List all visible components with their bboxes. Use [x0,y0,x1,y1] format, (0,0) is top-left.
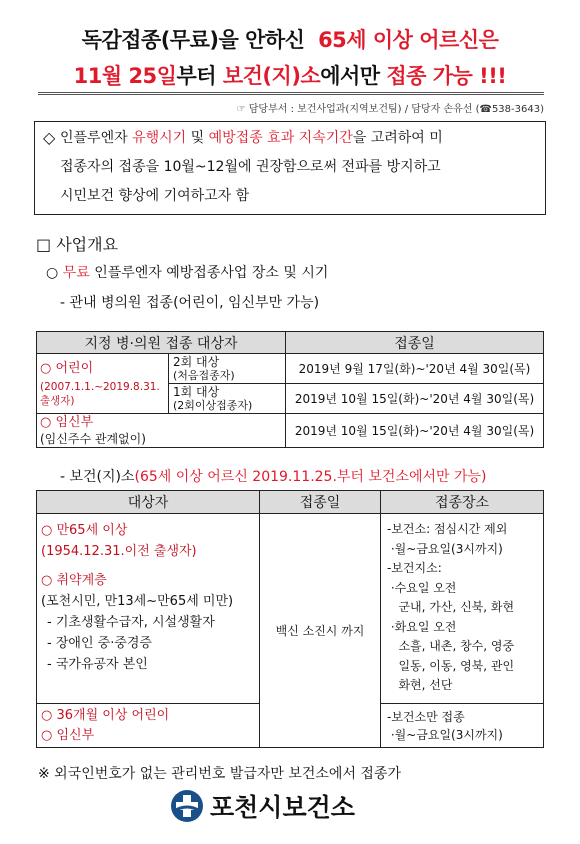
health-cross-icon [170,789,204,823]
goal-highlight-2: 예방접종 효과 지속기간 [208,130,353,146]
goal-part3: 을 고려하여 미 [352,130,443,146]
t1-preg-sub: (임신주수 관계없이) [40,431,146,446]
t1-child-sub: (2007.1.1.~2019.8.31. 출생자) [40,381,160,407]
section-item-1 [46,262,328,282]
t2-child36: ○ 36개월 이상 어린이 [41,707,170,723]
public-health-heading [60,466,487,486]
t2-place-cell [381,514,544,704]
t2-place-item: ·수요일 오전 [387,580,457,595]
divider [38,92,544,95]
diamond-bullet-icon: ◇ [43,128,56,147]
t2-vuln-item-1: - 기초생활수급자, 시설생활자 [47,615,215,630]
t2-preg: ○ 임신부 [41,727,95,743]
t2-child-preg-cell [37,704,260,748]
t2-vuln-label: ○ 취약계층 [41,573,107,588]
goal-line-3: 시민보건 향상에 기여하고자 함 [60,188,250,204]
section-item-2: - 관내 병의원 접종(어린이, 임신부만 가능) [60,295,320,311]
t1-row1-dose-label: 2회 대상 [173,354,220,369]
t2-place2-b: ·월~금요일(3시까지) [387,727,503,742]
item1-bullet: ○ [46,265,59,281]
t2-header-place: 접종장소 [381,491,544,514]
t1-child-cell [37,354,169,414]
goal-line-1 [60,123,443,153]
department-info: ☞ 담당부서 : 보건사업과(지역보건팀) / 담당자 손유선 (☎538-3643) [236,104,544,115]
t2-place-item: 소흘, 내촌, 창수, 영중 [387,639,515,653]
ph-prefix: - 보건(지)소 [60,469,135,485]
t1-preg-cell [37,414,286,448]
health-center-table [36,490,544,748]
ph-red: (65세 이상 어르신 2019.11.25.부터 보건소에서만 가능) [134,469,487,485]
goal-line-2: 접종자의 접종을 10월~12월에 권장함으로써 전파를 방지하고 [60,159,441,175]
t2-place2-a: -보건소만 접종 [387,709,465,724]
title-line2-black2: 에서만 [320,64,380,88]
t2-vuln-item-3: - 국가유공자 본인 [47,657,148,672]
goal-part1: 인플루엔자 [60,130,128,146]
clinic-table [36,331,544,448]
t2-header-date: 접종일 [260,491,381,514]
t1-row2-dose-sub: (2회이상접종자) [173,398,253,412]
title-line2-red1: 11월 25일 [73,64,177,88]
t2-place-item: 화현, 선단 [387,678,453,692]
title-line2-red2: 보건(지)소 [222,64,321,88]
t2-place-item: ·화요일 오전 [387,619,457,634]
title-line1-red: 65세 이상 어르신은 [318,28,499,52]
t1-child-label: ○ 어린이 [40,361,94,376]
item1-red: 무료 [62,265,90,281]
t1-row2-date: 2019년 10월 15일(화)~'20년 4월 30일(목) [286,384,544,414]
t1-row1-date: 2019년 9월 17일(화)~'20년 4월 30일(목) [286,354,544,384]
footnote: ※ 외국인번호가 없는 관리번호 발급자만 보건소에서 접종가 [38,766,402,782]
t2-elderly-sub: (1954.12.31.이전 출생자) [41,544,197,559]
t1-row2-dose [169,384,286,414]
t2-targets-cell [37,514,260,704]
t2-place-item: 군내, 가산, 신북, 화현 [387,600,515,614]
t2-place-item: ·월~금요일(3시까지) [387,541,503,556]
title-line1-black: 독감접종(무료)을 안하신 [81,28,305,52]
t2-header-target: 대상자 [37,491,260,514]
t1-row2-dose-label: 1회 대상 [173,384,220,399]
t1-row1-dose [169,354,286,384]
section-heading: □ 사업개요 [36,235,119,254]
t2-place-item: 일동, 이동, 영북, 관인 [387,658,515,673]
t2-vuln-item-2: - 장애인 중·중경증 [47,636,152,651]
title-line-2 [0,60,580,90]
title-line-1 [0,24,580,54]
t1-header-target: 지정 병·의원 접종 대상자 [37,332,286,354]
t2-place-item: -보건소: 점심시간 제외 [387,522,508,536]
t2-place2-cell [381,704,544,748]
t1-row1-dose-sub: (처음접종자) [173,368,235,382]
title-line2-red3: 접종 가능 !!! [386,64,507,88]
goal-highlight-1: 유행시기 [132,130,187,146]
t2-place-item: -보건지소: [387,561,442,575]
title-line2-black1: 부터 [176,64,217,88]
logo-text: 포천시보건소 [210,793,355,822]
t1-header-date: 접종일 [286,332,544,354]
pocheon-health-center-logo [170,786,410,826]
t2-date: 백신 소진시 까지 [260,514,381,748]
t1-row3-date: 2019년 10월 15일(화)~'20년 4월 30일(목) [286,414,544,448]
t1-preg-label: ○ 임신부 [40,414,94,430]
t2-vuln-sub: (포천시민, 만13세~만65세 미만) [41,594,234,609]
item1-text: 인플루엔자 예방접종사업 장소 및 시기 [94,265,329,281]
t2-elderly-label: ○ 만65세 이상 [41,523,128,538]
goal-part2: 및 [190,130,205,146]
